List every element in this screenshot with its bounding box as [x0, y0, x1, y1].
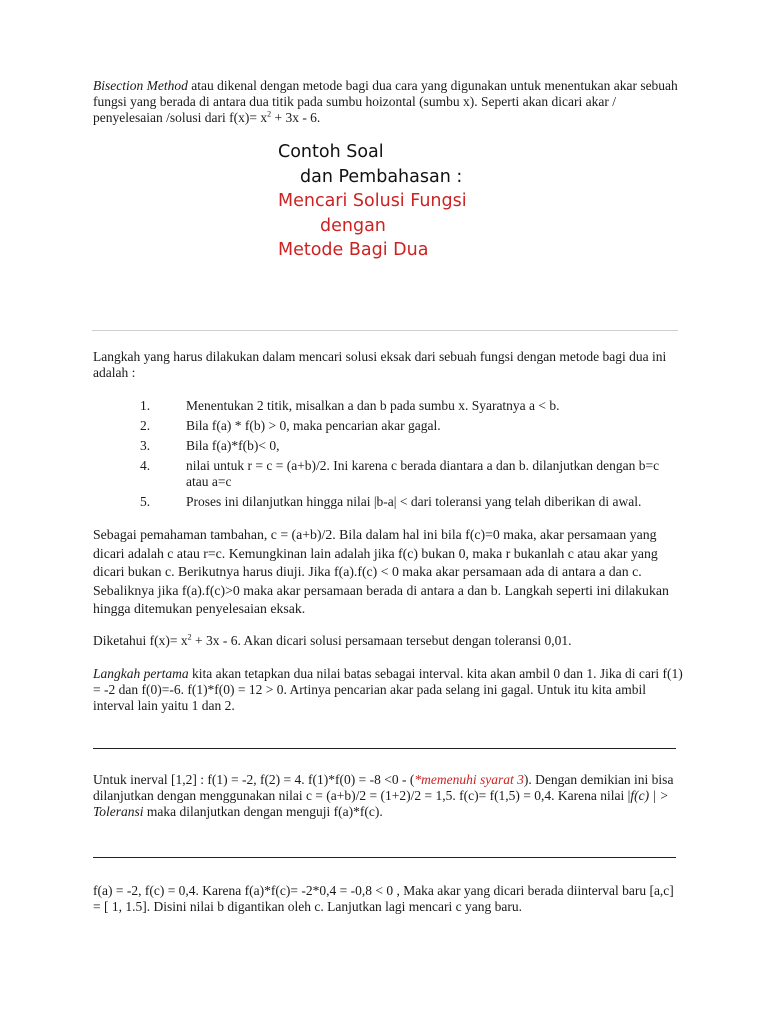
- list-item: [140, 494, 660, 510]
- steps-list: [140, 398, 660, 514]
- list-item: [140, 458, 660, 490]
- list-number: 3.: [140, 438, 151, 453]
- interval-text-3: maka dilanjutkan dengan menguji f(a)*f(c).: [143, 804, 383, 819]
- heading-line-3: Mencari Solusi Fungsi: [278, 191, 467, 211]
- steps-intro: Langkah yang harus dilakukan dalam mencari solusi eksak dari sebuah fungsi dengan metode bagi dua ini adalah :: [93, 349, 667, 380]
- interval-highlight: *memenuhi syarat 3: [414, 772, 524, 787]
- first-step-text: kita akan tetapkan dua nilai batas sebagai interval. kita akan ambil 0 dan 1. Jika di cari f(1) = -2 dan f(0)=-6. f(1)*f(0) = 12 > 0. Artinya pencarian akar pada selang ini gagal. Untuk itu kita ambil interval lain yaitu 1 dan 2.: [93, 666, 683, 713]
- known-paragraph: [93, 633, 683, 649]
- intro-superscript: 2: [267, 109, 272, 119]
- explanation-paragraph: Sebagai pemahaman tambahan, c = (a+b)/2. Bila dalam hal ini bila f(c)=0 maka, akar persamaan yang dicari adalah c atau r=c. Kemungkinan lain adalah jika f(c) bukan 0, maka r bukanlah c atau akar yang dicari bukan c. Berikutnya harus diuji. Jika f(a).f(c) < 0 maka akar persamaan ada di antara a dan c. Sebaliknya jika f(a).f(c)>0 maka akar persamaan berada di antara a dan b. Langkah seperti ini dilakukan hingga ditemukan penyelesaian eksak.: [93, 527, 669, 616]
- divider: [93, 857, 676, 858]
- list-number: 1.: [140, 398, 151, 413]
- intro-text-end: + 3x - 6.: [271, 110, 321, 125]
- list-text: Bila f(a) * f(b) > 0, maka pencarian akar gagal.: [186, 418, 441, 433]
- list-item: [140, 418, 660, 434]
- list-item: [140, 398, 660, 414]
- divider: [92, 330, 678, 331]
- known-superscript: 2: [187, 632, 192, 642]
- known-text-end: + 3x - 6. Akan dicari solusi persamaan tersebut dengan toleransi 0,01.: [191, 633, 572, 648]
- intro-paragraph: [93, 78, 683, 126]
- interval-paragraph: [93, 772, 683, 820]
- list-item: [140, 438, 660, 454]
- list-text: Bila f(a)*f(b)< 0,: [186, 438, 280, 453]
- heading-line-4: dengan: [320, 215, 386, 236]
- heading-line-1: Contoh Soal: [278, 142, 384, 162]
- list-text: Menentukan 2 titik, misalkan a dan b pada sumbu x. Syaratnya a < b.: [186, 398, 560, 413]
- list-number: 5.: [140, 494, 151, 509]
- title-graphic: [278, 140, 538, 263]
- intro-italic: Bisection Method: [93, 78, 188, 93]
- list-number: 4.: [140, 458, 151, 473]
- result-paragraph: f(a) = -2, f(c) = 0,4. Karena f(a)*f(c)= -2*0,4 = -0,8 < 0 , Maka akar yang dicari berada diinterval baru [a,c] = [ 1, 1.5]. Disini nilai b digantikan oleh c. Lanjutkan lagi mencari c yang baru.: [93, 883, 674, 914]
- interval-text-2: ). Dengan demikian ini bisa dilanjutkan dengan menggunakan nilai c = (a+b)/2 = (1+2)/2 = 1,5. f(c)= f(1,5) = 0,4. Karena nilai |: [93, 772, 674, 803]
- intro-text: atau dikenal dengan metode bagi dua cara yang digunakan untuk menentukan akar sebuah fungsi yang berada di antara dua titik pada sumbu hoizontal (sumbu x). Seperti akan dicari akar / penyelesaian /solusi dari f(x)= x: [93, 78, 678, 125]
- list-text: Proses ini dilanjutkan hingga nilai |b-a| < dari toleransi yang telah diberikan di awal.: [186, 494, 642, 509]
- heading-line-5: Metode Bagi Dua: [278, 240, 429, 260]
- first-step-italic: Langkah pertama: [93, 666, 189, 681]
- list-text: nilai untuk r = c = (a+b)/2. Ini karena c berada diantara a dan b. dilanjutkan dengan b=c atau a=c: [186, 458, 660, 489]
- known-text: Diketahui f(x)= x: [93, 633, 188, 648]
- interval-italic: f(c) | > Toleransi: [93, 788, 669, 819]
- list-number: 2.: [140, 418, 151, 433]
- first-step-paragraph: [93, 666, 683, 714]
- heading-line-2: dan Pembahasan :: [300, 166, 463, 187]
- interval-text: Untuk inerval [1,2] : f(1) = -2, f(2) = 4. f(1)*f(0) = -8 <0 - (: [93, 772, 415, 787]
- divider: [93, 748, 676, 749]
